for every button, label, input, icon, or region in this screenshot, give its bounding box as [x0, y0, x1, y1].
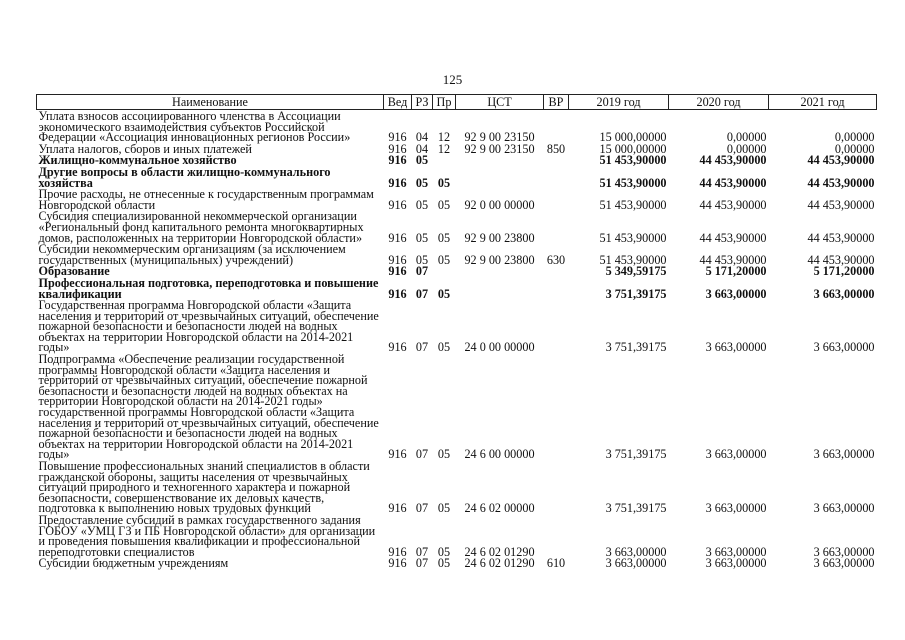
- table-row: [37, 110, 877, 143]
- cell-cst: 24 6 00 00000: [464, 447, 535, 462]
- cell-pr: 05: [437, 286, 451, 301]
- cell-ved: 916: [388, 556, 407, 571]
- cell-rz: 05: [415, 197, 429, 212]
- cell-2020: 3 663,00000: [705, 544, 767, 559]
- cell-pr: 05: [437, 556, 451, 571]
- cell-rz: 07: [415, 340, 429, 355]
- cell-2020: 0,00000: [726, 130, 767, 145]
- col-header-vr: ВР: [544, 95, 569, 110]
- cell-vr: [544, 110, 569, 143]
- cell-pr: 12: [437, 130, 451, 145]
- cell-vr: 850: [546, 141, 566, 156]
- cell-2021: 44 453,90000: [807, 197, 875, 212]
- cell-2020: 3 663,00000: [705, 556, 767, 571]
- cell-pr: 05: [437, 230, 451, 245]
- cell-pr: 05: [437, 175, 451, 190]
- table-row: [37, 188, 877, 210]
- cell-rz: 07: [415, 544, 429, 559]
- cell-name: Образование: [38, 264, 110, 279]
- cell-cst: 92 0 00 00000: [464, 197, 535, 212]
- cell-2020: 3 663,00000: [705, 447, 767, 462]
- cell-2019: 3 663,00000: [605, 544, 667, 559]
- table-row: [37, 243, 877, 265]
- col-header-rz: РЗ: [412, 95, 433, 110]
- cell-vr: [544, 277, 569, 299]
- cell-2019: 3 751,39175: [605, 447, 667, 462]
- table-row: [37, 166, 877, 188]
- cell-pr: 05: [437, 340, 451, 355]
- cell-pr: 05: [437, 501, 451, 516]
- cell-rz: 07: [415, 264, 429, 279]
- cell-vr: [544, 353, 569, 460]
- cell-name: Жилищно-коммунальное хозяйство: [38, 153, 237, 168]
- cell-2019: 3 751,39175: [605, 286, 667, 301]
- cell-name: Предоставление субсидий в рамках государственного задания ГОБОУ «УМЦ ГЗ и ПБ Новгородской области» для организации и проведения повышения квалификации и профессиональной переподготовки специалистов: [38, 512, 376, 559]
- cell-2020: 44 453,90000: [699, 252, 767, 267]
- cell-2019: 5 349,59175: [605, 264, 667, 279]
- cell-2021: 44 453,90000: [807, 252, 875, 267]
- page-number: 125: [442, 72, 463, 87]
- cell-2019: 51 453,90000: [599, 175, 667, 190]
- cell-2021: 44 453,90000: [807, 153, 875, 168]
- cell-pr: 05: [437, 447, 451, 462]
- cell-name: Государственная программа Новгородской области «Защита населения и территорий от чрезвычайных ситуаций, обеспечение пожарной безопасности и безопасности людей на водных объектах на территории Новгородской области на 2014-2021 годы»: [38, 298, 379, 355]
- cell-rz: 05: [415, 153, 429, 168]
- cell-vr: 610: [546, 556, 566, 571]
- cell-ved: 916: [388, 153, 407, 168]
- cell-2021: 44 453,90000: [807, 230, 875, 245]
- budget-table: [36, 94, 877, 569]
- cell-cst: 24 0 00 00000: [464, 340, 535, 355]
- cell-name: Другие вопросы в области жилищно-коммунального хозяйства: [38, 164, 331, 190]
- table-row: [37, 557, 877, 569]
- cell-pr: 05: [437, 544, 451, 559]
- cell-2021: 44 453,90000: [807, 175, 875, 190]
- col-header-name: Наименование: [37, 95, 384, 110]
- cell-2019: 51 453,90000: [599, 230, 667, 245]
- cell-cst: 92 9 00 23800: [464, 230, 535, 245]
- cell-pr: 05: [437, 252, 451, 267]
- cell-vr: [544, 154, 569, 166]
- cell-cst: [456, 277, 544, 299]
- cell-ved: 916: [388, 141, 407, 156]
- cell-ved: 916: [388, 252, 407, 267]
- cell-pr: 12: [437, 141, 451, 156]
- cell-vr: [544, 514, 569, 557]
- cell-ved: 916: [388, 447, 407, 462]
- cell-cst: 92 9 00 23150: [464, 141, 535, 156]
- cell-name: Уплата взносов ассоциированного членства в Ассоциации экономического взаимодействия субъектов Российской Федерации «Ассоциация инновационных регионов России»: [38, 109, 351, 145]
- cell-cst: [456, 265, 544, 277]
- cell-2019: 51 453,90000: [599, 197, 667, 212]
- cell-2020: 44 453,90000: [699, 153, 767, 168]
- cell-cst: 24 6 02 01290: [464, 544, 535, 559]
- table-row: [37, 277, 877, 299]
- cell-2021: 3 663,00000: [813, 556, 875, 571]
- cell-cst: 24 6 02 01290: [464, 556, 535, 571]
- cell-2021: 0,00000: [834, 141, 875, 156]
- col-header-pr: Пр: [433, 95, 456, 110]
- cell-name: Повышение профессиональных знаний специалистов в области гражданской обороны, защиты населения от чрезвычайных ситуаций природного и техногенного характера и пожарной безопасности, совершенствование их деловых качеств, подготовка к выполнению новых трудовых функций: [38, 459, 370, 516]
- cell-pr: 05: [437, 197, 451, 212]
- cell-name: Профессиональная подготовка, переподготовка и повышение квалификации: [38, 275, 379, 301]
- cell-cst: [456, 154, 544, 166]
- cell-cst: 92 9 00 23150: [464, 130, 535, 145]
- cell-name: Субсидии бюджетным учреждениям: [38, 556, 229, 571]
- cell-vr: 630: [546, 252, 566, 267]
- cell-2021: 3 663,00000: [813, 286, 875, 301]
- cell-rz: 05: [415, 175, 429, 190]
- cell-ved: 916: [388, 130, 407, 145]
- table-row: [37, 460, 877, 514]
- cell-vr: [544, 188, 569, 210]
- cell-ved: 916: [388, 264, 407, 279]
- cell-2019: 3 663,00000: [605, 556, 667, 571]
- cell-ved: 916: [388, 230, 407, 245]
- cell-pr: [433, 265, 456, 277]
- table-row: [37, 353, 877, 460]
- cell-name: Прочие расходы, не отнесенные к государственным программам Новгородской области: [38, 187, 374, 212]
- cell-rz: 04: [415, 130, 429, 145]
- cell-rz: 04: [415, 141, 429, 156]
- col-header-cst: ЦСТ: [456, 95, 544, 110]
- cell-cst: 92 9 00 23800: [464, 252, 535, 267]
- cell-ved: 916: [388, 175, 407, 190]
- cell-rz: 07: [415, 556, 429, 571]
- cell-ved: 916: [388, 544, 407, 559]
- cell-ved: 916: [388, 286, 407, 301]
- cell-name: Субсидия специализированной некоммерческой организации «Региональный фонд капитального ремонта многоквартирных домов, расположенных на территории Новгородской области»: [38, 209, 364, 245]
- col-header-ved: Вед: [384, 95, 412, 110]
- cell-name: Субсидии некоммерческим организациям (за исключением государственных (муниципальных) учреждений): [38, 242, 346, 267]
- cell-2019: 51 453,90000: [599, 252, 667, 267]
- col-header-2019: 2019 год: [569, 95, 669, 110]
- col-header-2021: 2021 год: [769, 95, 877, 110]
- cell-ved: 916: [388, 197, 407, 212]
- cell-2021: 5 171,20000: [813, 264, 875, 279]
- cell-name: Уплата налогов, сборов и иных платежей: [38, 141, 252, 156]
- cell-2019: 3 751,39175: [605, 501, 667, 516]
- cell-vr: [544, 210, 569, 243]
- cell-2019: 15 000,00000: [599, 141, 667, 156]
- cell-vr: [544, 460, 569, 514]
- cell-2021: 3 663,00000: [813, 340, 875, 355]
- cell-2020: 44 453,90000: [699, 230, 767, 245]
- table-row: [37, 514, 877, 557]
- cell-2021: 3 663,00000: [813, 501, 875, 516]
- cell-name: Подпрограмма «Обеспечение реализации государственной программы Новгородской области «Защита населения и территорий от чрезвычайных ситуаций, обеспечение пожарной безопасности и безопасности людей на водных объектах на территории Новгородской области на 2014-2021 годы» государственной программы Новгородской области «Защита населения и территорий от чрезвычайных ситуаций, обеспечение пожарной безопасности и безопасности людей на водных объектах на территории Новгородской области на 2014-2021 годы»: [38, 352, 379, 462]
- cell-2021: 0,00000: [834, 130, 875, 145]
- cell-cst: 24 6 02 00000: [464, 501, 535, 516]
- cell-2020: 3 663,00000: [705, 340, 767, 355]
- cell-ved: 916: [388, 340, 407, 355]
- cell-vr: [544, 265, 569, 277]
- cell-2020: 0,00000: [726, 141, 767, 156]
- table-row: [37, 299, 877, 353]
- cell-2021: 3 663,00000: [813, 447, 875, 462]
- cell-2020: 44 453,90000: [699, 197, 767, 212]
- cell-2020: 44 453,90000: [699, 175, 767, 190]
- cell-rz: 07: [415, 447, 429, 462]
- cell-rz: 07: [415, 286, 429, 301]
- cell-ved: 916: [388, 501, 407, 516]
- cell-cst: [456, 166, 544, 188]
- table-header-row: [37, 95, 877, 110]
- cell-2020: 3 663,00000: [705, 286, 767, 301]
- table-row: [37, 210, 877, 243]
- cell-rz: 07: [415, 501, 429, 516]
- cell-vr: [544, 299, 569, 353]
- cell-pr: [433, 154, 456, 166]
- col-header-2020: 2020 год: [669, 95, 769, 110]
- cell-2019: 51 453,90000: [599, 153, 667, 168]
- cell-2019: 15 000,00000: [599, 130, 667, 145]
- cell-rz: 05: [415, 252, 429, 267]
- cell-rz: 05: [415, 230, 429, 245]
- cell-2020: 5 171,20000: [705, 264, 767, 279]
- cell-2020: 3 663,00000: [705, 501, 767, 516]
- cell-2021: 3 663,00000: [813, 544, 875, 559]
- cell-2019: 3 751,39175: [605, 340, 667, 355]
- table-body: [37, 110, 877, 569]
- cell-vr: [544, 166, 569, 188]
